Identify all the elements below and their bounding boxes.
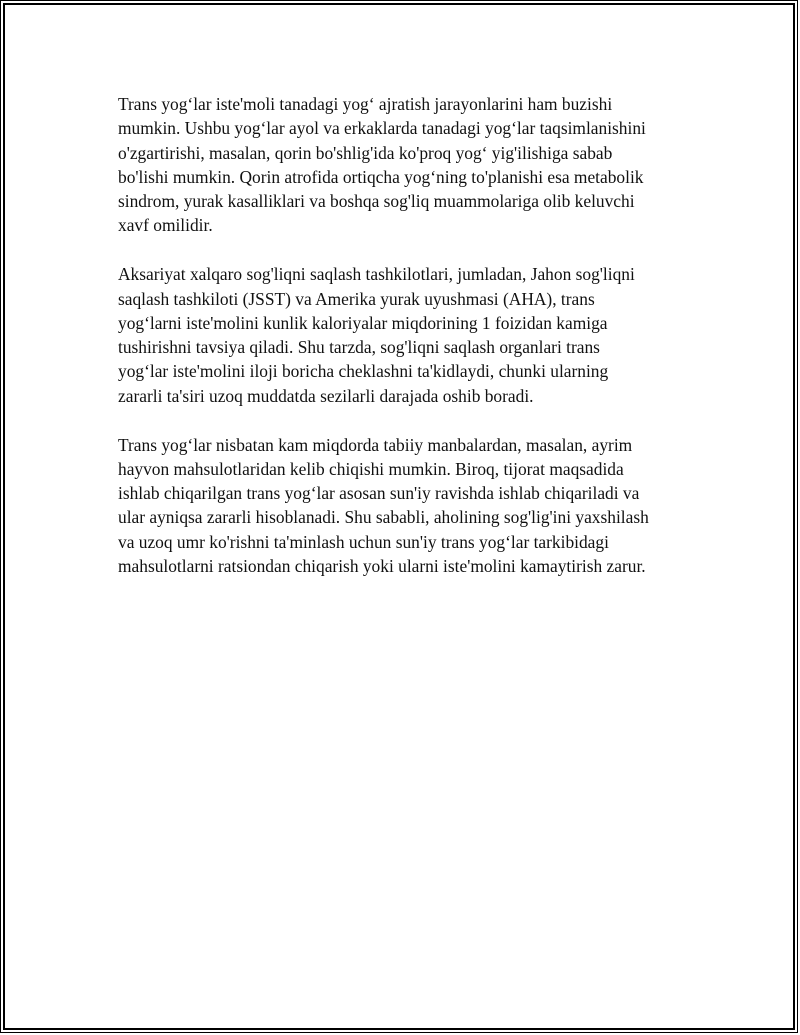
text-line: yog‘larni iste'molini kunlik kaloriyalar miqdorining 1 foizidan kamiga xyxy=(118,312,608,333)
text-line: mumkin. Ushbu yog‘lar ayol va erkaklarda tanadagi yog‘lar taqsimlanishini xyxy=(118,118,646,139)
text-line: mahsulotlarni ratsiondan chiqarish yoki ularni iste'molini kamaytirish zarur. xyxy=(118,556,646,577)
text-line: tushirishni tavsiya qiladi. Shu tarzda, sog'liqni saqlash organlari trans xyxy=(118,337,600,358)
text-line: sindrom, yurak kasalliklari va boshqa sog'liq muammolariga olib keluvchi xyxy=(118,191,635,212)
text-line: saqlash tashkiloti (JSST) va Amerika yurak uyushmasi (AHA), trans xyxy=(118,288,595,309)
text-line: ular ayniqsa zararli hisoblanadi. Shu sababli, aholining sog'lig'ini yaxshilash xyxy=(118,507,649,528)
paragraph-2 xyxy=(118,262,718,408)
text-line: Trans yog‘lar nisbatan kam miqdorda tabiiy manbalardan, masalan, ayrim xyxy=(118,434,633,455)
text-line: Trans yog‘lar iste'moli tanadagi yog‘ ajratish jarayonlarini ham buzishi xyxy=(118,94,613,114)
paragraph-3 xyxy=(118,433,718,579)
text-line: zararli ta'siri uzoq muddatda sezilarli darajada oshib boradi. xyxy=(118,385,534,406)
text-line: yog‘lar iste'molini iloji boricha cheklashni ta'kidlaydi, chunki ularning xyxy=(118,361,609,382)
text-line: bo'lishi mumkin. Qorin atrofida ortiqcha yog‘ning to'planishi esa metabolik xyxy=(118,166,644,187)
text-line: Aksariyat xalqaro sog'liqni saqlash tashkilotlari, jumladan, Jahon sog'liqni xyxy=(118,264,635,285)
text-line: hayvon mahsulotlaridan kelib chiqishi mumkin. Biroq, tijorat maqsadida xyxy=(118,458,624,479)
text-line: xavf omilidir. xyxy=(118,215,213,236)
text-line: o'zgartirishi, masalan, qorin bo'shlig'ida ko'proq yog‘ yig'ilishiga sabab xyxy=(118,142,613,163)
paragraph-1 xyxy=(118,92,718,238)
document-body xyxy=(118,92,718,603)
text-line: ishlab chiqarilgan trans yog‘lar asosan sun'iy ravishda ishlab chiqariladi va xyxy=(118,483,640,504)
text-line: va uzoq umr ko'rishni ta'minlash uchun sun'iy trans yog‘lar tarkibidagi xyxy=(118,531,609,552)
